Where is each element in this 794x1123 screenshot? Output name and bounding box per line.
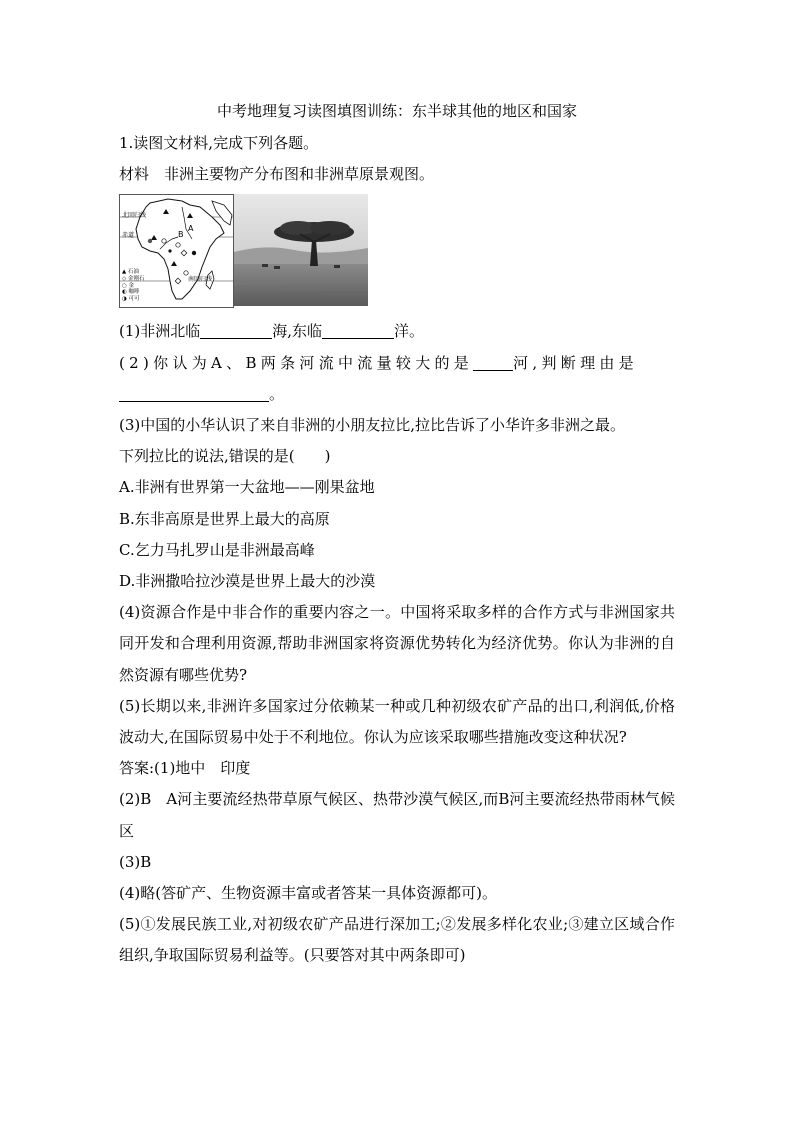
- question-2-cont: 。: [119, 379, 675, 410]
- option-c: C.乞力马扎罗山是非洲最高峰: [119, 540, 315, 559]
- answer-4: (4)略(答矿产、生物资源丰富或者答某一具体资源都可)。: [119, 884, 497, 903]
- question-3-line2: 下列拉比的说法,错误的是( ): [119, 447, 331, 466]
- savanna-photo: [234, 194, 368, 306]
- question-1: (1)非洲北临 海,东临 洋。: [119, 322, 425, 341]
- answer-blank[interactable]: [119, 385, 269, 402]
- question-body: [119, 128, 675, 972]
- figure-row: [119, 194, 675, 310]
- answer-2: (2)B A河主要流经热带草原气候区、热带沙漠气候区,而B河主要流经热带雨林气候区: [119, 790, 675, 840]
- question-stem: 1.读图文材料,完成下列各题。: [119, 134, 319, 152]
- answer-5: (5)①发展民族工业,对初级农矿产品进行深加工;②发展多样化农业;③建立区域合作组织,争取国际贸易利益等。(只要答对其中两条即可): [119, 915, 675, 965]
- option-d: D.非洲撒哈拉沙漠是世界上最大的沙漠: [119, 572, 376, 591]
- option-a: A.非洲有世界第一大盆地——刚果盆地: [119, 478, 375, 497]
- question-4: (4)资源合作是中非合作的重要内容之一。中国将采取多样的合作方式与非洲国家共同开发和合理利用资源,帮助非洲国家将资源优势转化为经济优势。你认为非洲的自然资源有哪些优势?: [119, 603, 675, 684]
- legend-item: ◐ 咖啡: [122, 289, 140, 296]
- question-5: (5)长期以来,非洲许多国家过分依赖某一种或几种初级农矿产品的出口,利润低,价格波动大,在国际贸易中处于不利地位。你认为应该采取哪些措施改变这种状况?: [119, 696, 675, 747]
- legend-item: ○ 金: [122, 282, 135, 289]
- page-title: 中考地理复习读图填图训练：东半球其他的地区和国家: [216, 102, 577, 120]
- equator-label: 赤道: [122, 232, 135, 240]
- option-b: B.东非高原是世界上最大的高原: [119, 509, 330, 528]
- answer-blank[interactable]: [473, 354, 513, 371]
- river-a-label: A: [188, 224, 194, 234]
- question-3-line1: (3)中国的小华认识了来自非洲的小朋友拉比,拉比告诉了小华许多非洲之最。: [119, 416, 626, 435]
- map-legend: [122, 269, 144, 302]
- savanna-photo-drawing: [234, 194, 368, 306]
- legend-item: ◑ 可可: [122, 295, 140, 302]
- river-b-label: B: [178, 230, 184, 240]
- answer-3: (3)B: [119, 852, 152, 871]
- answer-1: 答案:(1)地中 印度: [119, 759, 251, 778]
- south-tropic-label: 南回归线: [188, 276, 213, 284]
- legend-item: ▲ 石油: [122, 269, 139, 276]
- legend-item: ◇ 金刚石: [122, 276, 145, 282]
- north-tropic-label: 北回归线: [122, 212, 147, 220]
- question-2: (2)你认为A、B两条河流中流量较大的是 河,判断理由是: [119, 353, 638, 372]
- answer-blank[interactable]: [200, 322, 272, 339]
- material-caption: 材料 非洲主要物产分布图和非洲草原景观图。: [119, 165, 435, 184]
- africa-resource-map: [119, 194, 234, 308]
- answer-blank[interactable]: [322, 322, 394, 339]
